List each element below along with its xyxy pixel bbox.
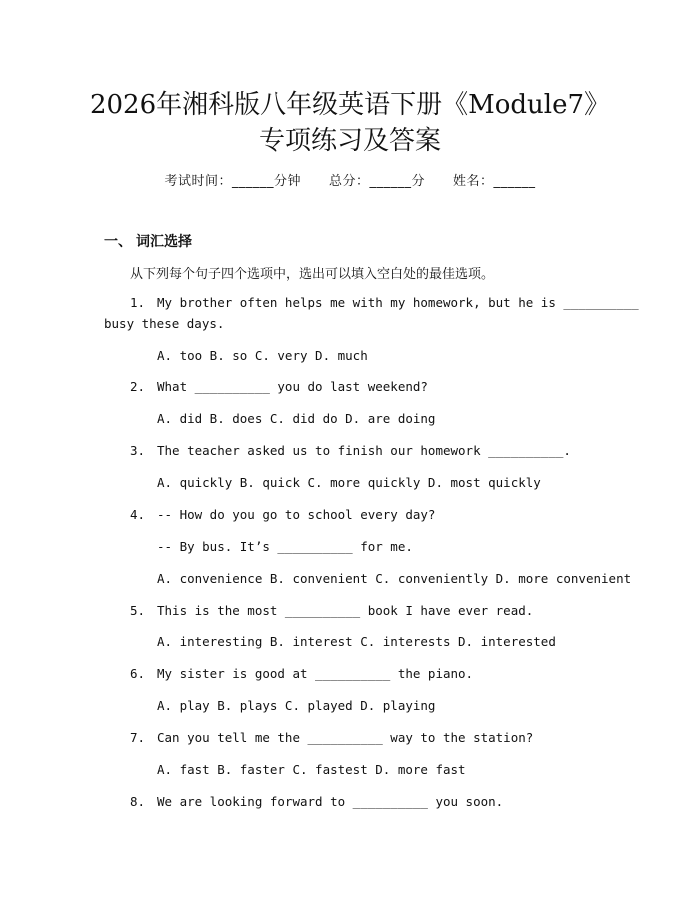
exam-info <box>0 170 700 189</box>
page-subtitle: 专项练习及答案 <box>258 126 441 156</box>
question-number: 1. <box>130 295 146 310</box>
question-options: A. play B. plays C. played D. playing <box>157 698 436 713</box>
question-text: My sister is good at __________ the piano. <box>157 666 474 681</box>
exam-time-field: 考试时间：______分钟 <box>164 174 301 189</box>
exam-score-field: 总分：______分 <box>328 174 425 189</box>
question-text: The teacher asked us to finish our homework __________. <box>157 443 571 458</box>
question-text: Can you tell me the __________ way to the station? <box>157 730 534 745</box>
exam-name-field: 姓名：______ <box>453 174 536 189</box>
question-number: 5. <box>130 603 146 618</box>
question-text-continued: busy these days. <box>104 316 225 331</box>
section-instruction: 从下列每个句子四个选项中，选出可以填入空白处的最佳选项。 <box>130 267 495 282</box>
question-text-continued: -- By bus. It’s __________ for me. <box>157 539 413 554</box>
question-number: 2. <box>130 379 146 394</box>
question-number: 3. <box>130 443 146 458</box>
question-options: A. fast B. faster C. fastest D. more fast <box>157 762 466 777</box>
page-title: 2026年湘科版八年级英语下册《Module7》 <box>89 90 611 120</box>
section-title: 词汇选择 <box>136 234 192 250</box>
question-number: 4. <box>130 507 146 522</box>
question-number: 7. <box>130 730 146 745</box>
question-number: 8. <box>130 794 146 809</box>
question-number: 6. <box>130 666 146 681</box>
question-options: A. did B. does C. did do D. are doing <box>157 411 436 426</box>
question-text: This is the most __________ book I have ever read. <box>157 603 534 618</box>
question-options: A. quickly B. quick C. more quickly D. most quickly <box>157 475 541 490</box>
question-text: My brother often helps me with my homework, but he is __________ <box>157 295 639 310</box>
question-text: -- How do you go to school every day? <box>157 507 436 522</box>
question-options: A. too B. so C. very D. much <box>157 348 368 363</box>
question-options: A. convenience B. convenient C. conveniently D. more convenient <box>157 571 632 586</box>
section-heading <box>104 231 192 251</box>
question-options: A. interesting B. interest C. interests D. interested <box>157 634 556 649</box>
question-text: We are looking forward to __________ you soon. <box>157 794 504 809</box>
section-number: 一、 <box>104 234 132 250</box>
question-text: What __________ you do last weekend? <box>157 379 428 394</box>
